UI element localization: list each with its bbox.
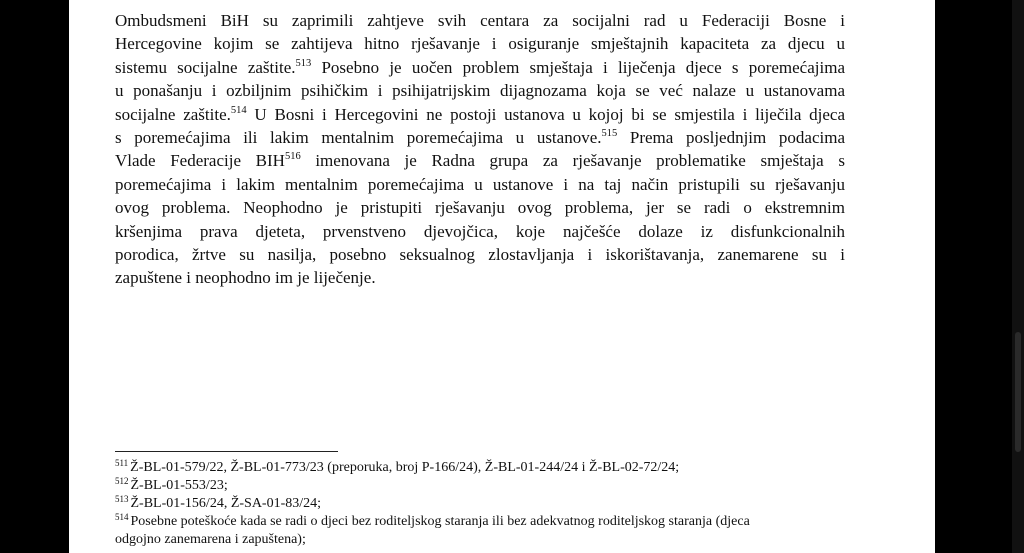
paragraph-line (115, 79, 845, 102)
line-text: zapuštene i neophodno im je liječenje. (115, 268, 376, 288)
paragraph-line (115, 9, 845, 32)
line-text: u ponašanju i ozbiljnim psihičkim i psihijatrijskim dijagnozama koja se već nalaze u ustanovama (115, 81, 845, 101)
paragraph-line (115, 196, 845, 219)
footnote (115, 513, 855, 531)
line-text: Posebno je uočen problem smještaja i liječenja djece s poremećajima (311, 57, 845, 77)
line-text: Hercegovine kojim se zahtijeva hitno rješavanje i osiguranje smještajnih kapaciteta za djecu u (115, 34, 845, 54)
footnote-text: Ž-BL-01-553/23; (130, 478, 228, 493)
line-text: U Bosni i Hercegovini ne postoji ustanova u kojoj bi se smjestila i liječila djeca (246, 104, 846, 124)
paragraph-line (115, 149, 845, 172)
vertical-scrollbar[interactable] (1012, 0, 1024, 553)
line-text: Prema posljednjim podacima (617, 128, 845, 148)
footnote-number: 512 (115, 476, 129, 486)
paragraph-line (115, 126, 845, 149)
paragraph-line (115, 173, 845, 196)
paragraph-line (115, 220, 845, 243)
line-text: sistemu socijalne zaštite. (115, 57, 296, 77)
line-text: Ombudsmeni BiH su zaprimili zahtjeve svih centara za socijalni rad u Federaciji Bosne i (115, 11, 845, 30)
footnote-text: odgojno zanemarena i zapuštena); (115, 532, 306, 547)
footnote (115, 495, 855, 513)
footnotes (115, 459, 855, 549)
footnote-separator (115, 451, 338, 452)
footnote (115, 477, 855, 495)
line-text: porodica, žrtve su nasilja, posebno seksualnog zlostavljanja i iskorištavanja, zanemarene su i (115, 245, 845, 265)
footnote-ref-515[interactable]: 515 (601, 128, 618, 140)
line-text: socijalne zaštite. (115, 104, 231, 124)
footnote-number: 514 (115, 512, 129, 522)
footnote-text: Posebne poteškoće kada se radi o djeci bez roditeljskog staranja ili bez adekvatnog roditeljskog staranja (djeca (130, 514, 750, 529)
line-text: kršenjima prava djeteta, prvenstveno djevojčica, koje najčešće dolaze iz disfunkcionalnih (115, 221, 845, 241)
footnote (115, 459, 855, 477)
footnote-number: 511 (115, 458, 129, 468)
paragraph-line (115, 266, 845, 289)
footnote-ref-513[interactable]: 513 (295, 57, 312, 69)
line-text: imenovana je Radna grupa za rješavanje problematike smještaja s (300, 151, 845, 171)
document-page (69, 0, 935, 553)
footnote-number: 513 (115, 494, 129, 504)
paragraph-line (115, 56, 845, 79)
footnote-ref-514[interactable]: 514 (230, 104, 247, 116)
footnote-text: Ž-BL-01-579/22, Ž-BL-01-773/23 (preporuka, broj P-166/24), Ž-BL-01-244/24 i Ž-BL-02-72/24; (130, 460, 680, 475)
footnote-continuation (115, 531, 855, 549)
footnote-text: Ž-BL-01-156/24, Ž-SA-01-83/24; (130, 496, 322, 511)
line-text: poremećajima i lakim mentalnim poremećajima u ustanove i na taj način pristupili su rješavanju (115, 174, 845, 194)
line-text: Vlade Federacije BIH (115, 151, 285, 171)
line-text: s poremećajima ili lakim mentalnim poremećajima u ustanove. (115, 128, 602, 148)
body-paragraph (115, 9, 845, 290)
paragraph-line (115, 32, 845, 55)
scrollbar-thumb[interactable] (1015, 332, 1021, 452)
paragraph-line (115, 243, 845, 266)
footnote-ref-516[interactable]: 516 (284, 151, 301, 163)
line-text: ovog problema. Neophodno je pristupiti rješavanju ovog problema, jer se radi o ekstremnim (115, 198, 845, 218)
paragraph-line (115, 103, 845, 126)
